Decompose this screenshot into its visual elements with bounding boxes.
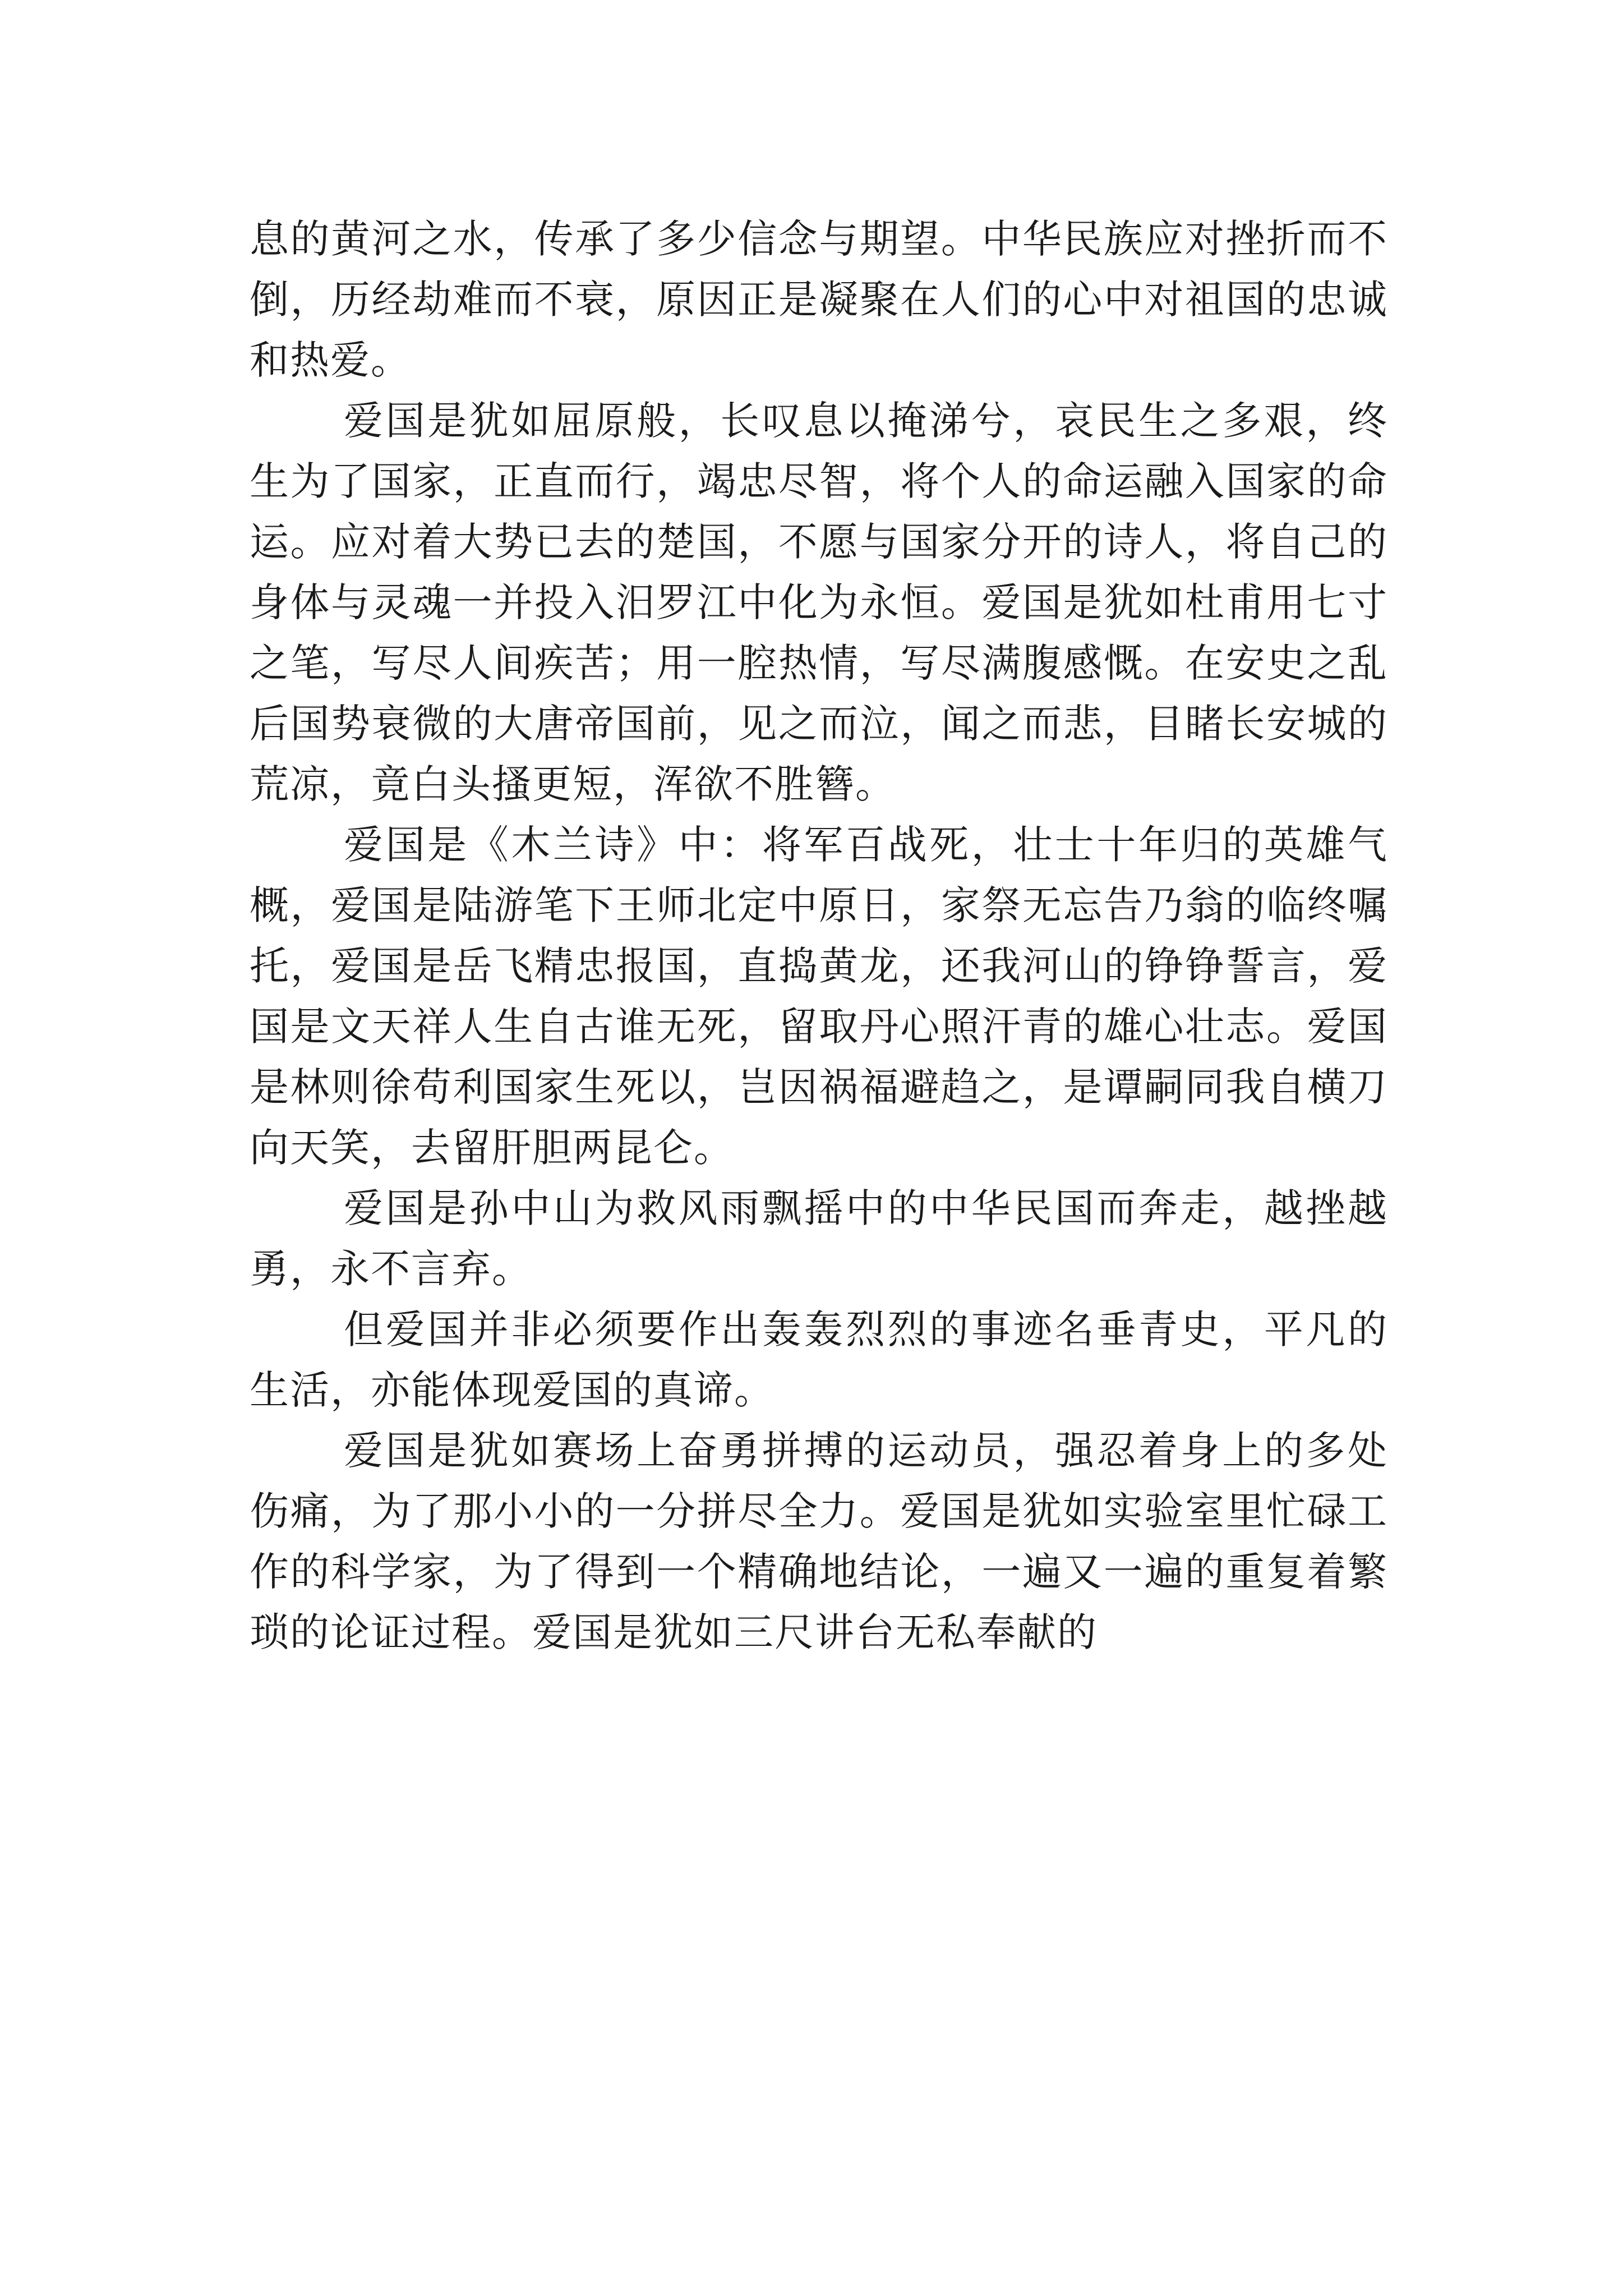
paragraph-2: 爱国是犹如屈原般，长叹息以掩涕兮，哀民生之多艰，终生为了国家，正直而行，竭忠尽智，将个人的命运融入国家的命运。应对着大势已去的楚国，不愿与国家分开的诗人，将自己的身体与灵魂一并投入汨罗江中化为永恒。爱国是犹如杜甫用七寸之笔，写尽人间疾苦；用一腔热情，写尽满腹感慨。在安史之乱后国势衰微的大唐帝国前，见之而泣，闻之而悲，目睹长安城的荒凉，竟白头搔更短，浑欲不胜簪。 [250, 398, 1388, 807]
paragraph-4: 爱国是孙中山为救风雨飘摇中的中华民国而奔走，越挫越勇，永不言弃。 [250, 1185, 1388, 1292]
body-text [250, 209, 1388, 1663]
paragraph-1: 息的黄河之水，传承了多少信念与期望。中华民族应对挫折而不倒，历经劫难而不衰，原因正是凝聚在人们的心中对祖国的忠诚和热爱。 [250, 216, 1388, 383]
paragraph-3: 爱国是《木兰诗》中：将军百战死，壮士十年归的英雄气概，爱国是陆游笔下王师北定中原日，家祭无忘告乃翁的临终嘱托，爱国是岳飞精忠报国，直捣黄龙，还我河山的铮铮誓言，爱国是文天祥人生自古谁无死，留取丹心照汗青的雄心壮志。爱国是林则徐苟利国家生死以，岂因祸福避趋之，是谭嗣同我自横刀向天笑，去留肝胆两昆仑。 [250, 822, 1388, 1171]
paragraph-6: 爱国是犹如赛场上奋勇拼搏的运动员，强忍着身上的多处伤痛，为了那小小的一分拼尽全力。爱国是犹如实验室里忙碌工作的科学家，为了得到一个精确地结论，一遍又一遍的重复着繁琐的论证过程。爱国是犹如三尺讲台无私奉献的 [250, 1428, 1388, 1655]
paragraph-5: 但爱国并非必须要作出轰轰烈烈的事迹名垂青史，平凡的生活，亦能体现爱国的真谛。 [250, 1306, 1388, 1413]
